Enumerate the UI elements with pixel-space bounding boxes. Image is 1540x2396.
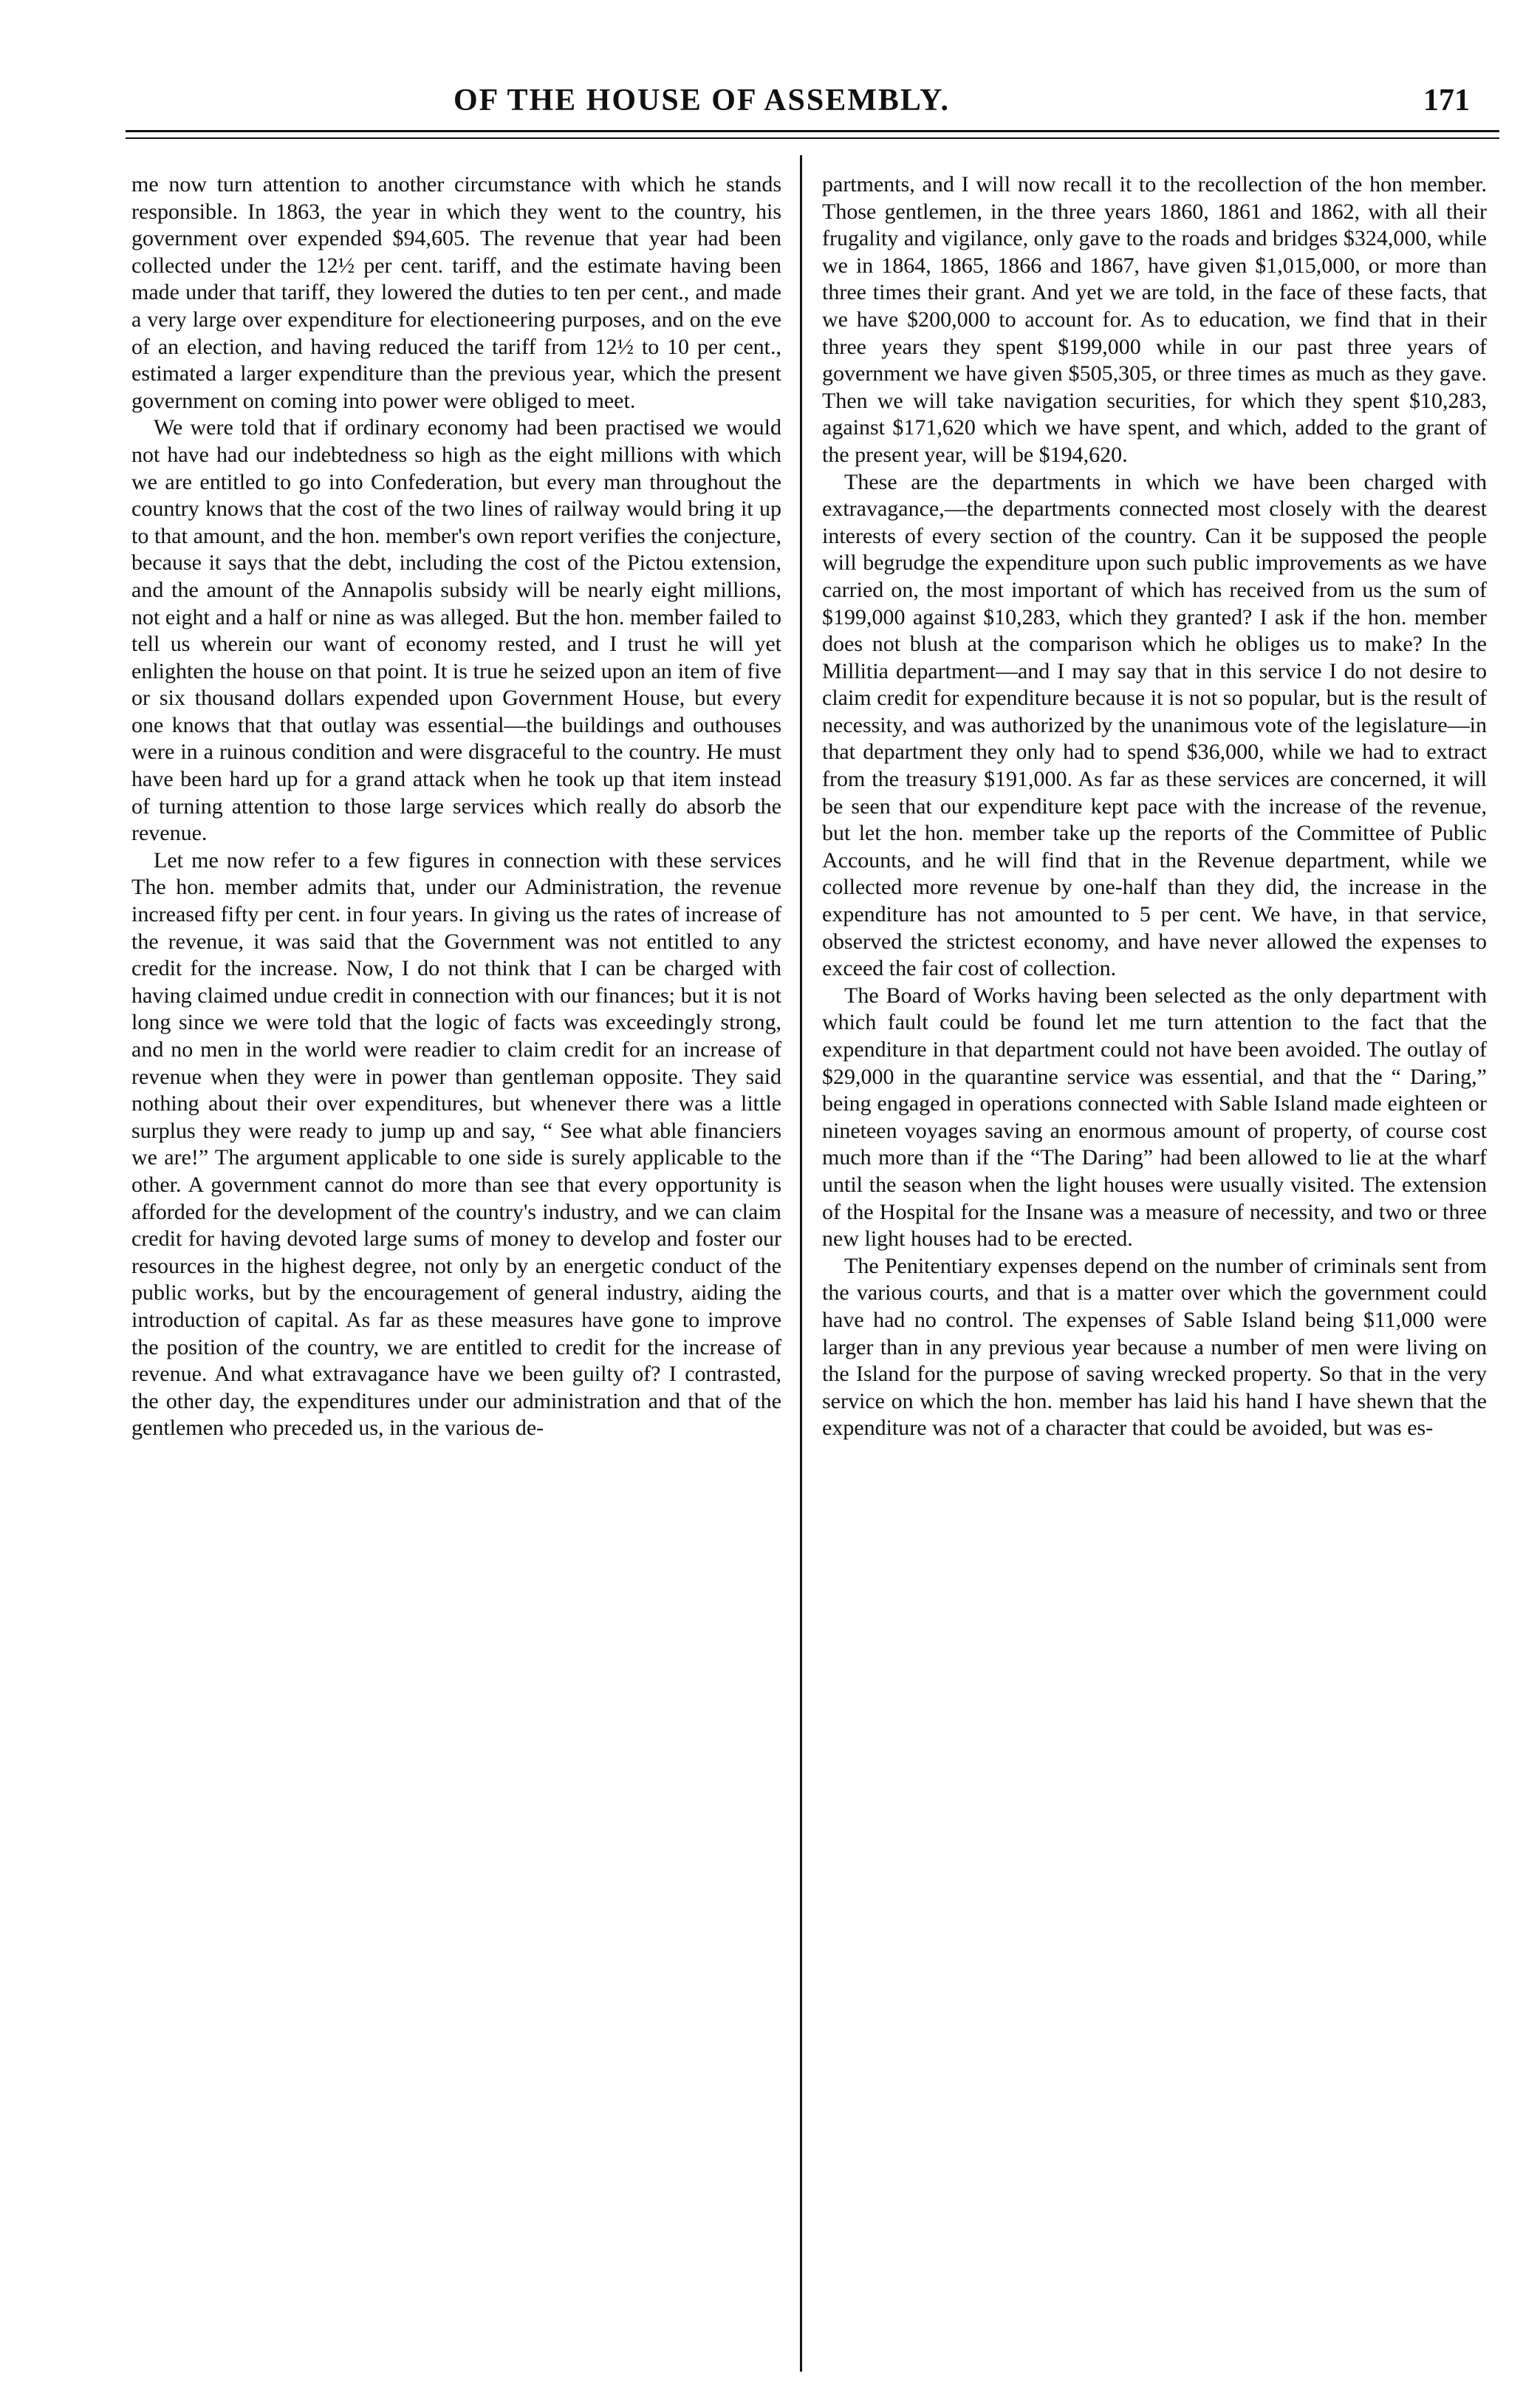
paragraph: The Penitentiary expenses depend on the number of criminals sent from the various courts, and that is a matter over which the government could have had no control. The expenses of Sable Island being $11,000 were larger than in any previous year because a number of men were living on the Island for the purpose of saving wrecked property. So that in the very service on which the hon. member has laid his hand I have shewn that the expenditure was not of a character that could be avoided, but was es- [822,1253,1487,1441]
paragraph: me now turn attention to another circumstance with which he stands responsible. In 1863, the year in which they went to the country, his government over expended $94,605. The revenue that year had been collected under the 12½ per cent. tariff, and the estimate having been made under that tariff, they lowered the duties to ten per cent., and made a very large over expenditure for electioneering purposes, and on the eve of an election, and having reduced the tariff from 12½ to 10 per cent., estimated a larger expenditure than the previous year, which the present government on coming into power were obliged to meet. [131,172,781,413]
column-divider [800,155,802,2372]
page-header [126,83,1499,117]
page-number: 171 [1423,83,1470,117]
running-title: OF THE HOUSE OF ASSEMBLY. [453,83,951,117]
paragraph: partments, and I will now recall it to the recollection of the hon member. Those gentlemen, in the three years 1860, 1861 and 1862, with all their frugality and vigilance, only gave to the roads and bridges $324,000, while we in 1864, 1865, 1866 and 1867, have given $1,015,000, or more than three times their grant. And yet we are told, in the face of these facts, that we have $200,000 to account for. As to education, we find that in their three years they spent $199,000 while in our past three years of government we have given $505,305, or three times as much as they gave. Then we will take navigation securities, for which they spent $10,283, against $171,620 which we have spent, and which, added to the grant of the present year, will be $194,620. [822,172,1487,467]
right-column [822,171,1487,2380]
left-column [131,171,781,2380]
paragraph: These are the departments in which we have been charged with extravagance,—the departments connected most closely with the dearest interests of every section of the country. Can it be supposed the people will begrudge the expenditure upon such public improvements as we have carried on, the most important of which has received from us the sum of $199,000 against $10,283, which they granted? I ask if the hon. member does not blush at the comparison which he obliges us to make? In the Millitia department—and I may say that in this service I do not desire to claim credit for expenditure because it is not so popular, but is the result of necessity, and was authorized by the unanimous vote of the legislature—in that department they only had to spend $36,000, while we had to extract from the treasury $191,000. As far as these services are concerned, it will be seen that our expenditure kept pace with the increase of the revenue, but let the hon. member take up the reports of the Committee of Public Accounts, and he will find that in the Revenue department, while we collected more revenue by one-half than they did, the increase in the expenditure has not amounted to 5 per cent. We have, in that service, observed the strictest economy, and have never allowed the expenses to exceed the fair cost of collection. [822,469,1487,981]
paragraph: The Board of Works having been selected as the only department with which fault could be found let me turn attention to the fact that the expenditure in that department could not have been avoided. The outlay of $29,000 in the quarantine service was essential, and that the “ Daring,” being engaged in operations connected with Sable Island made eighteen or nineteen voyages saving an enormous amount of property, of course cost much more than if the “The Daring” had been allowed to lie at the wharf until the season when the light houses were usually visited. The extension of the Hospital for the Insane was a measure of necessity, and two or three new light houses had to be erected. [822,983,1487,1252]
paragraph: Let me now refer to a few figures in connection with these services The hon. member admits that, under our Administration, the revenue increased fifty per cent. in four years. In giving us the rates of increase of the revenue, it was said that the Government was not entitled to any credit for the increase. Now, I do not think that I can be charged with having claimed undue credit in connection with our finances; but it is not long since we were told that the logic of facts was exceedingly strong, and no men in the world were readier to claim credit for an increase of revenue when they were in power than gentleman opposite. They said nothing about their over expenditures, but whenever there was a little surplus they were ready to jump up and say, “ See what able financiers we are!” The argument applicable to one side is surely applicable to the other. A government cannot do more than see that every opportunity is afforded for the development of the country's industry, and we can claim credit for having devoted large sums of money to develop and foster our resources in the highest degree, not only by an energetic conduct of the public works, but by the encouragement of general industry, aiding the introduction of capital. As far as these measures have gone to improve the position of the country, we are entitled to credit for the increase of revenue. And what extravagance have we been guilty of? I contrasted, the other day, the expenditures under our administration and that of the gentlemen who preceded us, in the various de- [131,847,781,1441]
header-rule-top [126,130,1499,132]
header-rule-bottom [126,137,1499,139]
paragraph: We were told that if ordinary economy had been practised we would not have had our indebtedness so high as the eight millions with which we are entitled to go into Confederation, but every man throughout the country knows that the cost of the two lines of railway would bring it up to that amount, and the hon. member's own report verifies the conjecture, because it says that the debt, including the cost of the Pictou extension, and the amount of the Annapolis subsidy will be nearly eight millions, not eight and a half or nine as was alleged. But the hon. member failed to tell us wherein our want of economy rested, and I trust he will yet enlighten the house on that point. It is true he seized upon an item of five or six thousand dollars expended upon Government House, but every one knows that that outlay was essential—the buildings and outhouses were in a ruinous condition and were disgraceful to the country. He must have been hard up for a grand attack when he took up that item instead of turning attention to those large services which really do absorb the revenue. [131,415,781,846]
